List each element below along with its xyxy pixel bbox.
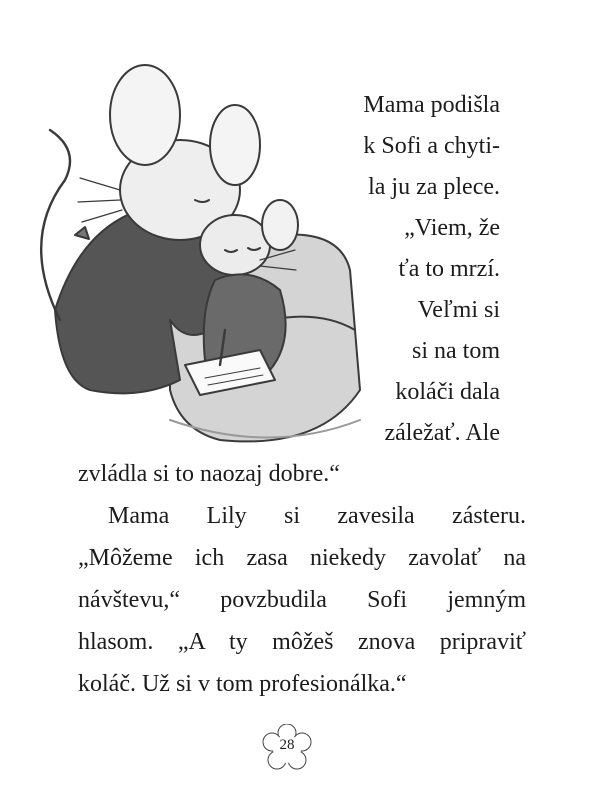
mice-hug-illustration [20, 60, 370, 460]
text-line: si na tom [412, 338, 500, 364]
text-line: Mama podišla [363, 92, 500, 118]
text-line: koláč. Už si v tom profesionálka.“ [78, 671, 407, 697]
text-line: zvládla si to naozaj dobre.“ [78, 461, 340, 487]
page-number: 28 [279, 737, 295, 753]
page-number-badge [262, 724, 312, 774]
text-line: „Viem, že [404, 215, 500, 241]
text-line: záležať. Ale [384, 420, 500, 446]
text-line: la ju za plece. [368, 174, 500, 200]
text-line: Mama Lily si zavesila zásteru. [108, 503, 526, 529]
text-line: koláči dala [395, 379, 500, 405]
text-line: hlasom. „A ty môžeš znova pripraviť [78, 629, 526, 655]
text-line: „Môžeme ich zasa niekedy zavolať na [78, 545, 526, 571]
text-line: Veľmi si [417, 297, 500, 323]
text-line: ťa to mrzí. [398, 256, 500, 282]
text-line: návštevu,“ povzbudila Sofi jemným [78, 587, 526, 613]
text-line: k Sofi a chyti- [363, 133, 500, 159]
